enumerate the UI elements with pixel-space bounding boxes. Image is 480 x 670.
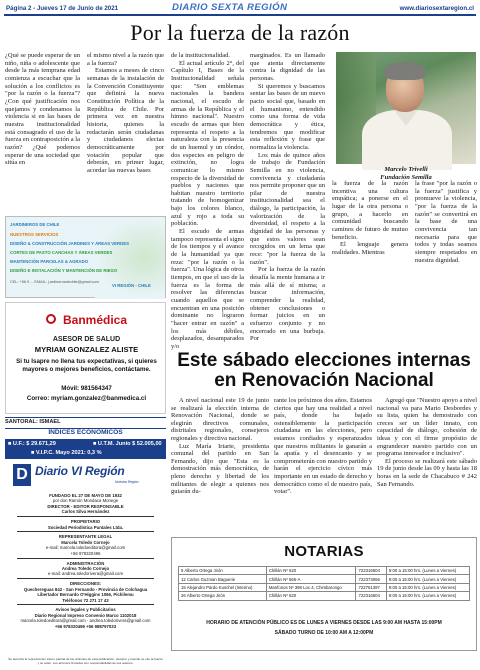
ad-title: JARDINEROS DE CHILE: [10, 222, 60, 227]
notary-hours: 9:00 a 15:00 hrs. (Lunes a Viernes): [386, 567, 469, 575]
election-column-2: [274, 397, 372, 535]
notary-phone: 722373066: [356, 575, 386, 583]
notary-address: Chillán Nº 620: [266, 567, 356, 575]
ad-sign: VI REGIÓN - CHILE: [112, 283, 151, 288]
table-row: [179, 575, 470, 583]
page-info: Página 2 - Jueves 17 de Junio de 2021: [6, 5, 119, 12]
legal-name: Marcela Toledo Cornejo: [61, 539, 110, 545]
ad-line: DISEÑO & CONSTRUCCIÓN JARDINES Y ÁREAS VERDES: [10, 241, 129, 246]
website-link[interactable]: www.diariosextaregion.cl: [399, 5, 474, 12]
notary-phone: 722761397: [356, 583, 386, 591]
admin-name: Andrea Toledo Cornejo: [61, 565, 110, 571]
notarias-box: [171, 537, 477, 651]
paragraph: rante los próximos dos años. Estamos ciertos que hay una realidad a nivel país, donde ha bajado ostensiblemente la participación ciudadana en las elecciones, pero estamos confiados y esperanzados que nuestros militantes le ganarán a la apatía y el desencanto y se comprometerán con nuestro partido y harán el ejercicio cívico más importante en un estado de derecho y democrático como el de nuestro país, votar".: [274, 397, 372, 496]
print-info: Diario Regional Impreso Convenio Marco 1102018: [34, 612, 137, 618]
paragraph: el mismo nivel a la razón que a la fuerza?: [87, 52, 164, 67]
ad-email[interactable]: Correo: myriam.gonzalez@banmedica.cl: [26, 395, 147, 402]
election-column-1: [171, 397, 269, 535]
address-2: Libertador Bernardo O'Higgins 1066, Pichilemu: [37, 592, 134, 598]
article-column-2: [87, 52, 164, 187]
print-email[interactable]: marcela.toledoeditora@gmail.com · andrea.toledorivera@gmail.com: [20, 618, 151, 624]
paragraph: El escudo de armas tampoco representa el signo de los tiempos y el avance de la humanidad ya que reza: "por la razón o la fuerza". Una lógica de otros tiempos, en que el uso de la fuerza es la forma de resolver las diferencias cuando aquellos que se encuentran en una posición dominante no lograron "hacer entrar en razón" a los más débiles, desplazados, desamparados y/o: [171, 228, 244, 350]
notary-address: Manfonos Nº 398 Loc.4, Chimbarongo: [266, 583, 356, 591]
ad-line: CORTES DE PASTO CANCHAS Y ÁREAS VERDES: [10, 250, 113, 255]
paragraph: Estamos a meses de cinco semanas de la instalación de la Convención Constituyente que definirá la nueva Constitución Política de la República de Chile. Por primera vez en nuestra historia, quienes la redactarán serán ciudadanas y ciudadanos electas democráticamente por votación popular que deberán, en primer lugar, acordar las nuevas bases: [87, 67, 164, 174]
masthead-name: Diario VI Región: [35, 464, 125, 478]
paragraph: A nivel nacional este 19 de junio se realizará la elección interna de Renovación Nacional, donde se elegirán directivos comunales, distritales regionales, consejeros regionales y directiva nacional.: [171, 397, 269, 442]
uf-value: ■ U.F.: $ 29.671,29: [8, 441, 56, 447]
article-column-5: [332, 180, 408, 330]
paragraph: Por la fuerza de la razón desafía la mente humana a ir más allá de sí misma; a buscar información, comprender la realidad, obtener conclusiones o formar juicios en un esfuerzo conjunto y no encerrado en una burbuja. Por: [250, 266, 325, 343]
santoral: SANTORAL: ISMAEL: [5, 417, 166, 427]
ad-pitch: Si tu Isapre no llena tus expectativas, si quieres mayores o mejores beneficios, contáctame.: [16, 358, 157, 374]
paragraph: Agregó que "Nuestro apoyo a nivel nacional va para Mario Desbordes y su lista, quien ha demostrado con creces ser un líder innato, con capacidad de diálogo, cohesión de ideas y con el firme propósito de engrandecer nuestro partido con un programa innovador e inclusivo".: [377, 397, 478, 458]
gardening-ad[interactable]: [5, 216, 166, 298]
banmedica-logo-text: Banmédica: [62, 313, 128, 328]
paragraph: El actual artículo 2°, del Capítulo I, Bases de la Institucionalidad señala que: "Son emblemas nacionales la bandera nacional, el escudo de armas de la República y el himno nacional". Nuestro escudo de armas que bien representa el respeto a la naturaleza con la presencia de un huemul y un cóndor, dos especies en peligro de extinción, no logra comunicar lo mismo respecto de la diversidad de pueblos y naciones que habitan nuestro territorio tratando de homogenizar bajo los colores blanco, azul y rojo a toda su población.: [171, 59, 244, 228]
photo-caption: Marcelo Trivelli Fundación Semilla: [380, 166, 432, 181]
notary-phone: 722316604: [356, 592, 386, 600]
founded: FUNDADO EL 27 DE MAYO DE 1932: [49, 493, 122, 498]
vipc-value: ■ V.I.P.C. Mayo 2021: 0,3 %: [31, 450, 102, 456]
brand-title: DIARIO SEXTA REGIÓN: [172, 2, 288, 13]
paragraph: Los más de quince años de trabajo de Fundación Semilla en no violencia, convivencia y ciudadanía nos permite proponer que un pilar de nuestra institucionalidad sea el diálogo, la participación, la valorización de la diversidad, el respeto a la dignidad de las personas y que estos valores sean recogidos en un lema que rece: "por la fuerza de la razón".: [250, 151, 325, 266]
page-header: [4, 3, 476, 14]
banmedica-ad[interactable]: [5, 302, 166, 414]
article-column-6: [415, 180, 477, 330]
notary-phone: 722316604: [356, 567, 386, 575]
header-divider: [4, 14, 476, 16]
print-phone: +56 978320496 +56 988797033: [54, 623, 117, 629]
indices-title: ÍNDICES ECONÓMICOS: [5, 428, 166, 439]
notary-name: 12 Carlos Guzman Baguerie: [179, 575, 267, 583]
utm-value: ■ U.T.M. Junio $ 52.005,00: [93, 441, 162, 447]
director-title: DIRECTOR - EDITOR RESPONSABLE: [47, 503, 124, 509]
paragraph: El lenguaje genera realidades. Mientras: [332, 241, 408, 256]
notary-name: 26 Alberto Ortega Jirón: [179, 592, 267, 600]
address-1: Quechereguas 842 - San Fernando - Provincia de Colchagua: [23, 586, 148, 592]
paragraph: la fuerza de la razón incentiva una cultura empática; a ponerse en el lugar de la otra persona o grupo, a hacerlo en comunidad buscando caminos de futuro de mutuo beneficio.: [332, 180, 408, 241]
economic-indices: [5, 439, 166, 459]
owner: Sociedad Periodística Puntales Ltda.: [47, 524, 124, 530]
ad-line: MANTENCIÓN PARCELAS & AGRADO: [10, 259, 89, 264]
notary-name: 5 Alberto Ortega Jirón: [179, 567, 267, 575]
imprint: [5, 493, 166, 663]
banmedica-logo: [6, 311, 167, 329]
print-title: Avisos legales y Publicitarios: [55, 607, 116, 613]
notary-hours: 9:00 a 15:00 hrs. (Lunes a Viernes): [386, 583, 469, 591]
author-photo: [336, 52, 476, 164]
admin-email[interactable]: e-mail: andrea.toledorivera@gmail.com: [47, 571, 124, 577]
notary-name: 15 Alejandro Pardo Kuschel (Interino): [179, 583, 267, 591]
paragraph: de la institucionalidad.: [171, 52, 231, 59]
ad-role: ASESOR DE SALUD: [52, 336, 121, 343]
notarias-hours-weekday: HORARIO DE ATENCIÓN PÚBLICO ES DE LUNES A VIERNES DESDE LAS 9:00 AM HASTA 15:00PM: [206, 620, 442, 626]
owner-title: PROPIETARIO: [70, 519, 101, 525]
legal-title: REPRESENTANTE LEGAL: [58, 534, 113, 540]
notarias-title: NOTARIAS: [284, 543, 364, 560]
paragraph: marginados. Es un llamado que atenta directamente contra la dignidad de las personas.: [250, 52, 325, 82]
legal-email[interactable]: e-mail: marcela.toledoeditora@gmail.com: [45, 545, 126, 551]
masthead-logo-icon: D: [13, 464, 31, 486]
notarias-hours-saturday: SÁBADO TURNO DE 10:00 AM A 12:00PM: [274, 630, 374, 636]
article-column-4: [250, 52, 325, 343]
director: Carlos Silva Hernández: [61, 509, 110, 515]
ad-name: MYRIAM GONZALEZ ALISTE: [34, 345, 139, 354]
table-row: [179, 583, 470, 591]
legal-phone: +56 978320496: [70, 550, 101, 556]
admin-title: ADMINISTRACIÓN: [66, 560, 105, 566]
article-column-3: [171, 52, 244, 350]
notary-hours: 9:00 a 15:00 hrs. (Lunes a Viernes): [386, 575, 469, 583]
paragraph: ¿Qué se puede esperar de un niño, niña o adolescente que desde la más temprana edad comienza a escuchar que la solución a los conflictos es "por la razón o la fuerza"? ¿Con qué justificación nos quejamos y condenamos la violencia si en las bases de nuestra institucionalidad está consagrado el uso de la fuerza en contraposición a la razón? ¿Qué podemos esperar de una sociedad que sitúa en: [5, 52, 80, 167]
election-headline: Este sábado elecciones internas en Renovación Nacional: [177, 350, 471, 391]
election-column-3: [377, 397, 477, 535]
paragraph: El proceso se realizará este sábado 19 de junio desde las 09 y hasta las 18 horas en la sede de Chacabuco # 242 San Fernando.: [377, 457, 477, 488]
masthead-sub: Nuestra Región: [115, 480, 139, 484]
table-row: [179, 592, 470, 600]
newspaper-masthead: [5, 461, 166, 493]
paragraph: Luz María Iriarte, presidenta comunal del partido en San Fernando, dijo que "Esta es la demostración más democrática, de pleno derecho y libertad de los militantes de elegir a quienes nos guiarán du-: [171, 442, 269, 496]
founder: por don Ramón Mondaca Monege: [52, 498, 119, 504]
notarias-table: [178, 566, 470, 601]
ad-contact: CEL: +56 9 ... EMAIL: j.ardinerosdechile@gmail.com: [10, 280, 99, 284]
paragraph: Si queremos y buscamos sentar las bases de un nuevo pacto social que, basado en el humanismo, entendido como una forma de vida democrática y ética, tendremos que modificar esta reflexión y frase que normaliza la violencia.: [250, 82, 325, 151]
reproduction-notice: Se autoriza la reproducción total o parcial de los artículos de esta publicación, siempre y cuando se cite la fuente y su autor. Los artículos firmados son responsabilidad de sus autores.: [8, 657, 163, 665]
address-title: DIRECCIONES:: [69, 581, 102, 587]
ad-line: NUESTROS SERVICIOS: [10, 232, 59, 237]
banmedica-logo-icon: [46, 314, 56, 324]
ad-line: DISEÑO E INSTALACIÓN Y MANTENCIÓN DE RIEGO: [10, 268, 118, 273]
notary-address: Chillán Nº 620: [266, 592, 356, 600]
notary-address: Chillán Nº 566-A: [266, 575, 356, 583]
address-3: Teléfonos 72 271 17 43: [62, 597, 109, 603]
ad-phone: Móvil: 981564347: [61, 385, 112, 392]
table-row: [179, 567, 470, 575]
notary-hours: 9:00 a 15:00 hrs. (Lunes a Viernes): [386, 592, 469, 600]
paragraph: la frase "por la razón o la fuerza" justifica y promueve la violencia, "por la fuerza de la razón" se convertirá en la base de una convivencia tan necesaria para que todos y todas seamos siempre respetados en nuestra dignidad.: [415, 180, 477, 264]
article-headline: Por la fuerza de la razón: [130, 20, 350, 45]
